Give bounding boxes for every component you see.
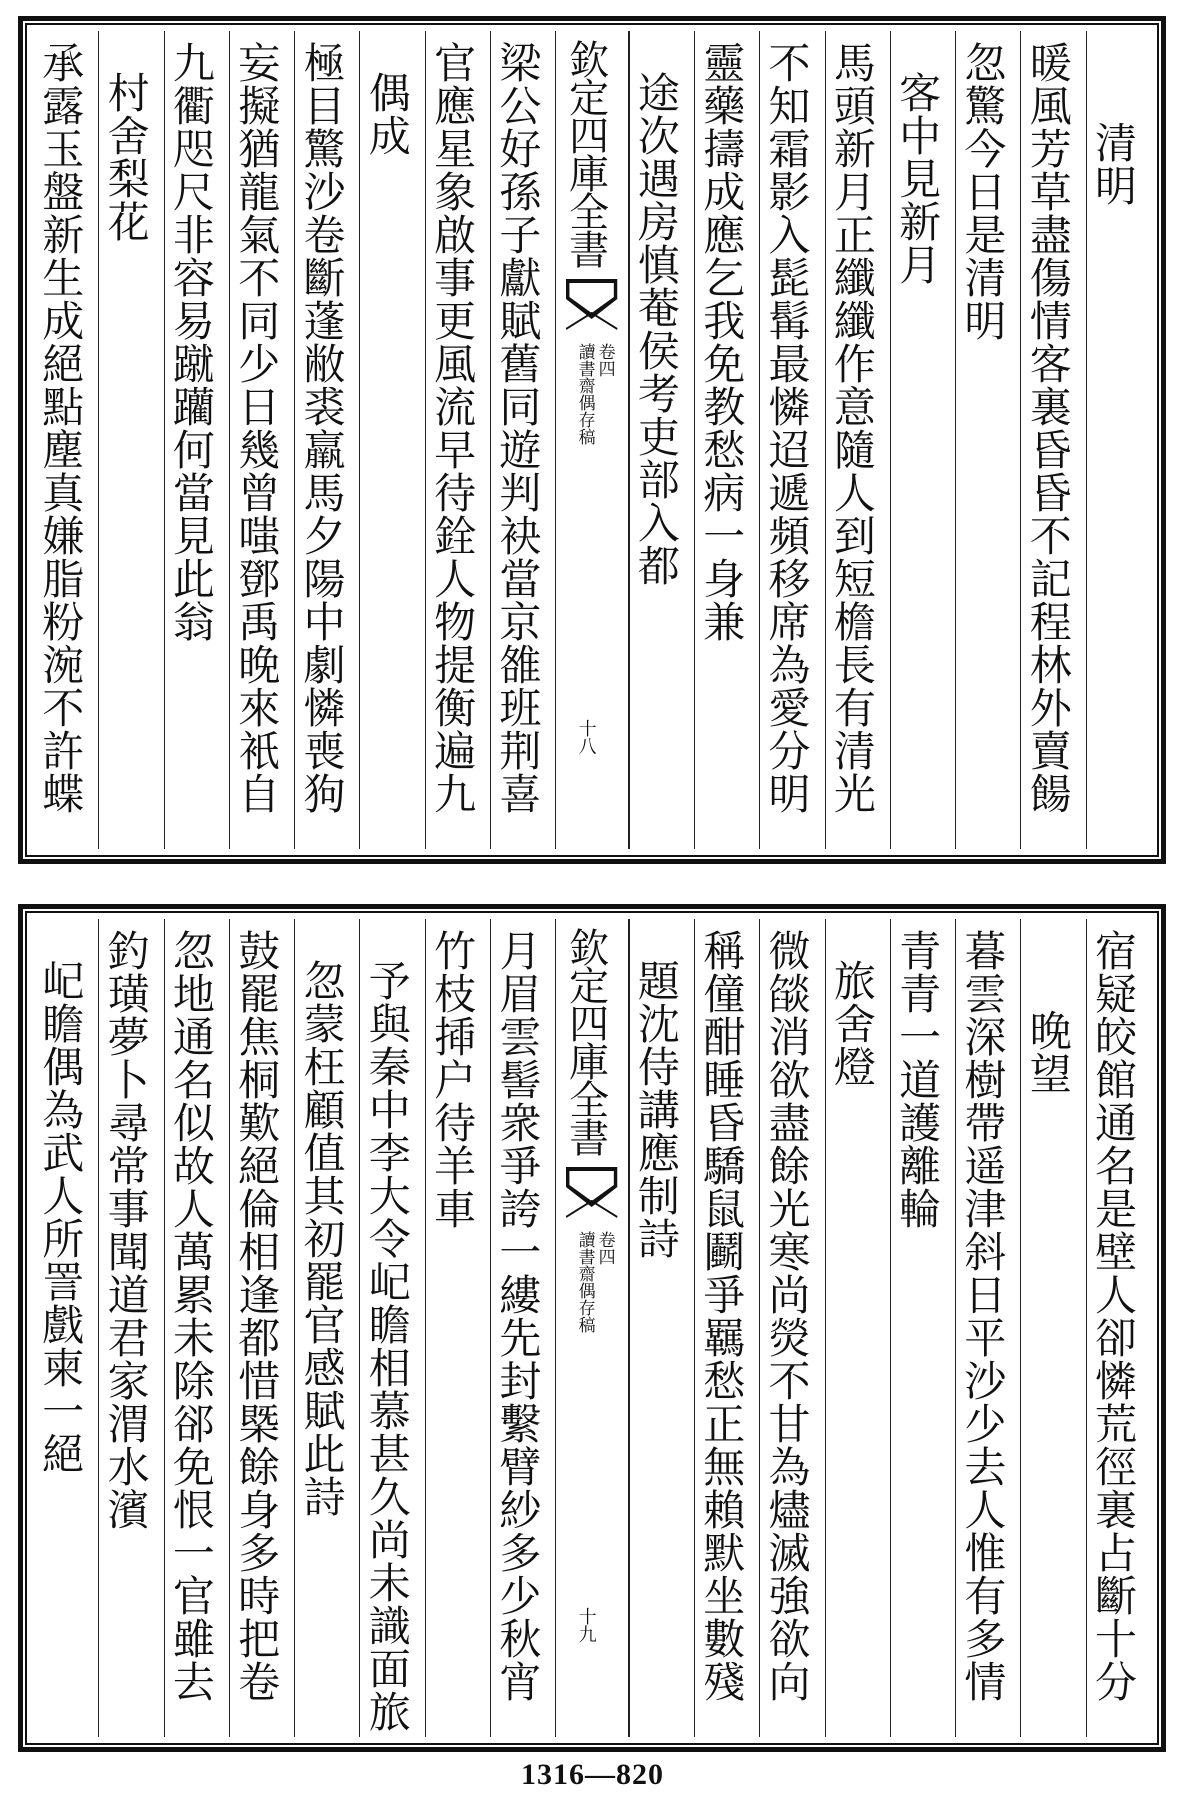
volume-label: 卷四 bbox=[594, 1231, 615, 1265]
text-column: 梁公好孫子獻賦舊同遊判袂當京雒班荆喜 bbox=[490, 31, 555, 849]
text-column: 晚望 bbox=[1020, 919, 1085, 1737]
text-column: 青青一道護離輪 bbox=[890, 919, 955, 1737]
volume-label: 卷四 bbox=[594, 343, 615, 377]
book-page-top bbox=[18, 16, 1166, 864]
text-column: 偶成 bbox=[359, 31, 424, 849]
work-title: 讀書齋偶存稿 bbox=[574, 1231, 595, 1333]
fishtail-mark bbox=[566, 279, 617, 337]
book-page-bottom bbox=[18, 904, 1166, 1752]
text-column: 微燄消欲盡餘光寒尚熒不甘為燼滅強欲向 bbox=[759, 919, 824, 1737]
text-column: 月眉雲髻衆爭誇一縷先封繫臂紗多少秋宵 bbox=[490, 919, 555, 1737]
leaf-number: 十八 bbox=[575, 719, 597, 755]
text-column: 屺瞻偶為武人所詈戲柬一絕 bbox=[36, 959, 86, 1475]
text-column: 靈藥擣成應乞我免教愁病一身兼 bbox=[694, 31, 759, 849]
text-column: 妄擬猶龍氣不同少日幾曾嗤鄧禹晚來衹自 bbox=[229, 31, 294, 849]
text-column: 暮雲深樹帶遥津斜日平沙少去人惟有多情 bbox=[955, 919, 1020, 1737]
text-column: 宿疑皎館通名是壁人卻憐荒徑裏占斷十分 bbox=[1086, 919, 1151, 1737]
text-column: 九衢咫尺非容易蹴躪何當見此翁 bbox=[164, 31, 229, 849]
text-column: 旅舍燈 bbox=[825, 919, 890, 1737]
text-column: 不知霜影入髭髯最憐迢遞頻移席為愛分明 bbox=[759, 31, 824, 849]
collection-title: 欽定四庫全書 bbox=[562, 39, 609, 267]
text-column: 馬頭新月正纖纖作意隨人到短檐長有清光 bbox=[825, 31, 890, 849]
text-column: 忽蒙枉顧值其初罷官感賦此詩 bbox=[294, 919, 359, 1737]
text-column: 客中見新月 bbox=[890, 31, 955, 849]
text-column: 忽驚今日是清明 bbox=[955, 31, 1020, 849]
work-title: 讀書齋偶存稿 bbox=[574, 343, 595, 445]
text-column: 途次遇房慎菴侯考吏部入都 bbox=[629, 31, 694, 849]
collection-title: 欽定四庫全書 bbox=[562, 927, 609, 1155]
text-column: 稱僮酣睡昏驕鼠鬬爭羈愁正無賴默坐數殘 bbox=[694, 919, 759, 1737]
text-column: 題沈侍講應制詩 bbox=[629, 919, 694, 1737]
text-column: 鼓罷焦桐歎絕倫相逢都惜槩餘身多時把卷 bbox=[229, 919, 294, 1737]
text-column: 暖風芳草盡傷情客裏昏昏不記程林外賣餳 bbox=[1020, 31, 1085, 849]
text-column: 極目驚沙卷斷蓬敝裘羸馬夕陽中劇憐喪狗 bbox=[294, 31, 359, 849]
center-fold bbox=[555, 31, 628, 849]
text-column: 予與秦中李大令屺瞻相慕甚久尚未識面旅 bbox=[359, 919, 424, 1737]
reprint-code: 1316—820 bbox=[521, 1758, 664, 1791]
text-column: 官應星象啟事更風流早待銓人物提衡遍九 bbox=[425, 31, 490, 849]
text-column: 清明 bbox=[1086, 31, 1151, 849]
text-column: 竹枝揷户待羊車 bbox=[425, 919, 490, 1737]
fishtail-mark bbox=[566, 1167, 617, 1225]
text-column: 釣璜夢卜尋常事聞道君家渭水濱 bbox=[98, 919, 163, 1737]
center-fold bbox=[555, 919, 628, 1737]
text-column: 忽地通名似故人萬累未除郤免恨一官雖去 bbox=[164, 919, 229, 1737]
leaf-number: 十九 bbox=[575, 1607, 597, 1643]
text-column: 承露玉盤新生成絕點塵真嫌脂粉涴不許蝶 bbox=[36, 41, 86, 815]
text-column: 村舍梨花 bbox=[98, 31, 163, 849]
